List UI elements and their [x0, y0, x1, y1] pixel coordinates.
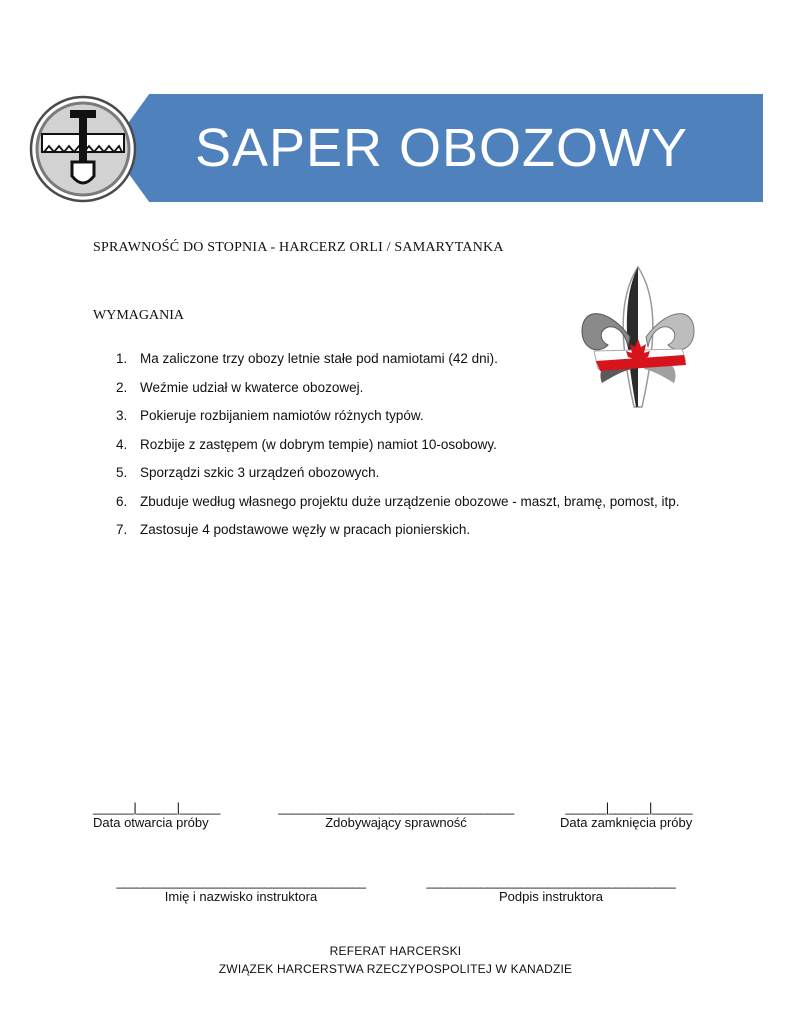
signature-label: Data otwarcia próby — [93, 815, 209, 830]
date-close-field[interactable] — [560, 800, 692, 830]
footer-org-name: ZWIĄZEK HARCERSTWA RZECZYPOSPOLITEJ W KANADZIE — [218, 962, 573, 976]
earner-field[interactable] — [276, 800, 516, 830]
signature-label: Data zamknięcia próby — [560, 815, 693, 830]
signature-line: _____________________________________ — [116, 874, 366, 889]
list-item-number: 3. — [116, 408, 128, 423]
list-item — [116, 402, 700, 431]
list-item — [116, 516, 700, 545]
page-title: SAPER OBOZOWY — [194, 118, 689, 178]
list-item — [116, 374, 700, 403]
signature-label: Imię i nazwisko instruktora — [164, 889, 318, 904]
list-item — [116, 459, 700, 488]
requirements-list — [116, 345, 700, 545]
list-item-text: Zastosuje 4 podstawowe węzły w pracach pionierskich. — [140, 522, 471, 537]
signature-line: ______|______|______ — [565, 800, 693, 815]
instructor-name-field[interactable] — [114, 874, 368, 904]
list-item-text: Zbuduje według własnego projektu duże urządzenie obozowe - maszt, bramę, pomost, itp. — [140, 493, 680, 509]
signature-line: ___________________________________ — [278, 800, 514, 815]
saper-badge-icon — [28, 94, 138, 204]
list-item — [116, 431, 700, 460]
list-item — [116, 345, 700, 374]
footer-org-department: REFERAT HARCERSKI — [329, 944, 462, 958]
list-item-text: Weźmie udział w kwaterce obozowej. — [140, 379, 364, 395]
signature-label: Podpis instruktora — [498, 889, 604, 904]
list-item — [116, 488, 700, 517]
list-item-number: 1. — [116, 351, 128, 366]
signature-label: Zdobywający sprawność — [325, 815, 467, 830]
date-open-field[interactable] — [93, 800, 220, 830]
list-item-text: Ma zaliczone trzy obozy letnie stałe pod namiotami (42 dni). — [140, 351, 498, 366]
badge-level-subtitle: SPRAWNOŚĆ DO STOPNIA - HARCERZ ORLI / SAMARYTANKA — [93, 240, 504, 255]
list-item-text: Pokieruje rozbijaniem namiotów różnych typów. — [140, 408, 424, 423]
list-item-number: 7. — [116, 522, 128, 537]
instructor-signature-field[interactable] — [424, 874, 678, 904]
list-item-number: 4. — [116, 436, 128, 452]
list-item-number: 5. — [116, 465, 128, 480]
signature-line: ______|______|______ — [93, 800, 220, 815]
list-item-text: Sporządzi szkic 3 urządzeń obozowych. — [140, 465, 380, 480]
list-item-number: 2. — [116, 379, 128, 395]
signature-line: _____________________________________ — [426, 874, 676, 889]
list-item-number: 6. — [116, 493, 128, 509]
list-item-text: Rozbije z zastępem (w dobrym tempie) namiot 10-osobowy. — [140, 436, 497, 452]
requirements-heading: WYMAGANIA — [93, 308, 184, 323]
